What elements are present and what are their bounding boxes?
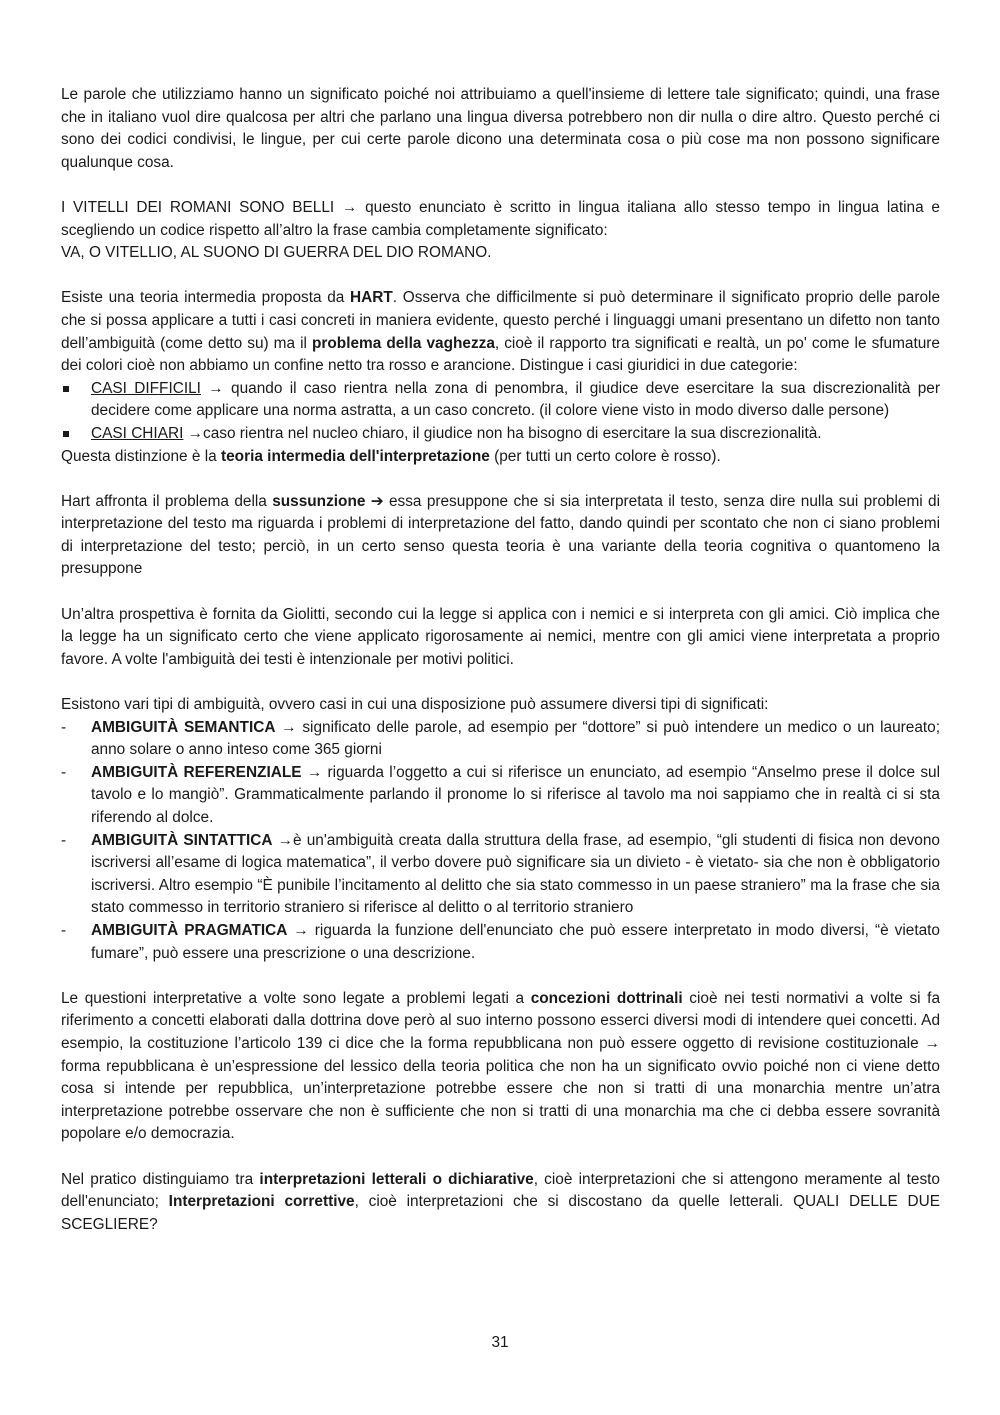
- text-span: . Osserva che difficilmente si può determinare il significato proprio delle parole che si possa applicare a tutti i casi concreti in maniera evidente, questo perché i linguaggi umani presentano un difetto non tanto dell’ambiguità (come detto su) ma il: [61, 289, 941, 352]
- paragraph-ambiguita-intro: Esistono vari tipi di ambiguità, ovvero casi in cui una disposizione può assumere diversi tipi di significati:: [61, 696, 769, 714]
- list-item: [61, 423, 940, 446]
- dash-bullet: -: [61, 718, 67, 736]
- list-item: [61, 920, 940, 965]
- dash-bullet: -: [61, 763, 67, 781]
- paragraph-2-text: I VITELLI DEI ROMANI SONO BELLI → questo enunciato è scritto in lingua italiana allo stesso tempo in lingua latina e scegliendo un codice rispetto all’altro la frase cambia completamente significato:: [61, 198, 940, 239]
- paragraph-concezioni: [61, 988, 940, 1146]
- paragraph-giolitti: Un’altra prospettiva è fornita da Giolitti, secondo cui la legge si applica con i nemici e si interpreta con gli amici. Ciò implica che la legge ha un significato certo che viene applicato rigorosamente ai nemici, mentre con gli amici viene interpretata a proprio favore. A volte l'ambiguità dei testi è intenzionale per motivi politici.: [61, 605, 940, 668]
- text-span: → riguarda l’oggetto a cui si riferisce un enunciato, ad esempio “Anselmo prese il dolce sul tavolo e lo mangiò”. Grammaticalmente parlando il pronome lo si riferisce al tavolo ma noi sappiamo che in realtà ci si sta riferendo al dolce.: [91, 763, 940, 826]
- list-item: [61, 762, 940, 830]
- bold-term: AMBIGUITÀ SINTATTICA: [91, 831, 273, 849]
- dash-bullet: -: [61, 831, 67, 849]
- text-span: Le questioni interpretative a volte sono legate a problemi legati a: [61, 989, 531, 1007]
- ambiguity-types-list: [61, 717, 940, 966]
- underlined-term: CASI DIFFICILI: [91, 379, 201, 397]
- text-span: →è un'ambiguità creata dalla struttura della frase, ad esempio, “gli studenti di fisica non devono iscriversi all’esame di logica matematica”, il verbo dovere può significare sia un divieto - è vietato- sia che non è obbligatorio iscriversi. Altro esempio “È punibile l’incitamento al delitto che sia stato commesso in un paese straniero” ma la frase che sia stato commesso in territorio straniero si riferisce al delitto o al territorio straniero: [91, 831, 940, 917]
- text-span: →caso rientra nel nucleo chiaro, il giudice non ha bisogno di esercitare la sua discrezionalità.: [183, 424, 822, 442]
- paragraph-hart: [61, 287, 940, 377]
- bold-term: AMBIGUITÀ PRAGMATICA: [91, 921, 288, 939]
- paragraph-2: [61, 197, 940, 265]
- underlined-term: CASI CHIARI: [91, 424, 184, 442]
- page-number: 31: [491, 1334, 509, 1351]
- paragraph-hart-conclusion: [61, 446, 940, 469]
- paragraph-1: Le parole che utilizziamo hanno un significato poiché noi attribuiamo a quell'insieme di lettere tale significato; quindi, una frase che in italiano vuol dire qualcosa per altri che parlano una lingua diversa potrebbero non dir nulla o dire altro. Questo perché ci sono dei codici condivisi, le lingue, per cui certe parole dicono una determinata cosa o più cose ma non possono significare qualunque cosa.: [61, 86, 940, 171]
- dash-bullet: -: [61, 921, 67, 939]
- bold-term: Interpretazioni correttive: [168, 1193, 355, 1211]
- list-item: [61, 378, 940, 423]
- list-item: [61, 830, 940, 920]
- text-span: (per tutti un certo colore è rosso).: [489, 447, 721, 465]
- text-span: , cioè interpretazioni che si attengono meramente al testo dell'enunciato;: [61, 1170, 940, 1211]
- text-span: ➔ essa presuppone che si sia interpretata il testo, senza dire nulla sui problemi di interpretazione del testo ma riguarda i problemi di interpretazione del fatto, dando quindi per scontato che non ci siano problemi di interpretazione del testo; perciò, in un certo senso questa teoria è una variante della teoria cognitiva o quantomeno la presuppone: [61, 492, 940, 578]
- text-span: , cioè il rapporto tra significati e realtà, un po' come le sfumature dei colori cioè non abbiamo un confine netto tra rosso e arancione. Distingue i casi giuridici in due categorie:: [61, 334, 940, 375]
- bold-term: sussunzione: [272, 492, 366, 510]
- text-span: , cioè interpretazioni che si discostano da quelle letterali. QUALI DELLE DUE SCEGLIERE?: [61, 1193, 940, 1233]
- square-bullet-icon: [63, 431, 69, 437]
- bold-term: AMBIGUITÀ REFERENZIALE: [91, 763, 302, 781]
- bold-term: teoria intermedia dell'interpretazione: [221, 447, 490, 465]
- text-span: Esiste una teoria intermedia proposta da: [61, 289, 351, 307]
- document-body: [61, 84, 940, 1236]
- list-item: [61, 717, 940, 762]
- text-span: → riguarda la funzione dell'enunciato che può essere interpretato in modo diversi, “è vietato fumare”, può essere una prescrizione o una descrizione.: [91, 921, 940, 962]
- text-span: Questa distinzione è la: [61, 447, 221, 465]
- bold-term: HART: [350, 289, 393, 307]
- bold-term: AMBIGUITÀ SEMANTICA: [91, 718, 276, 736]
- bold-term: interpretazioni letterali o dichiarative: [259, 1170, 534, 1188]
- paragraph-interpretazioni: [61, 1169, 940, 1237]
- square-bullet-icon: [63, 386, 69, 392]
- bold-term: problema della vaghezza: [312, 334, 495, 352]
- text-span: Nel pratico distinguiamo tra: [61, 1170, 260, 1188]
- paragraph-sussunzione: [61, 491, 940, 581]
- paragraph-2-translation: VA, O VITELLIO, AL SUONO DI GUERRA DEL DIO ROMANO.: [61, 244, 492, 262]
- text-span: → significato delle parole, ad esempio per “dottore” si può intendere un medico o un laureato; anno solare o anno inteso come 365 giorni: [91, 718, 940, 759]
- text-span: Hart affronta il problema della: [61, 492, 273, 510]
- case-categories-list: [61, 378, 940, 446]
- text-span: → quando il caso rientra nella zona di penombra, il giudice deve esercitare la sua discrezionalità per decidere come applicare una norma astratta, a un caso concreto. (il colore viene visto in modo diverso dalle persone): [91, 379, 940, 420]
- bold-term: concezioni dottrinali: [530, 989, 683, 1007]
- text-span: cioè nei testi normativi a volte si fa riferimento a concetti elaborati dalla dottrina dove però al suo interno possono esserci diversi modi di intendere quei concetti. Ad esempio, la costituzione l’articolo 139 ci dice che la forma repubblicana non può essere oggetto di revisione costituzionale → forma repubblicana è un’espressione del lessico della teoria politica che non ha un significato ovvio poiché non ci viene detto cosa si intende per repubblica, un’interpretazione potrebbe essere che non si tratti di una monarchia mentre un’atra interpretazione potrebbe osservare che non è sufficiente che non si tratti di una monarchia ma che ci debba essere sovranità popolare e/o democrazia.: [61, 989, 941, 1143]
